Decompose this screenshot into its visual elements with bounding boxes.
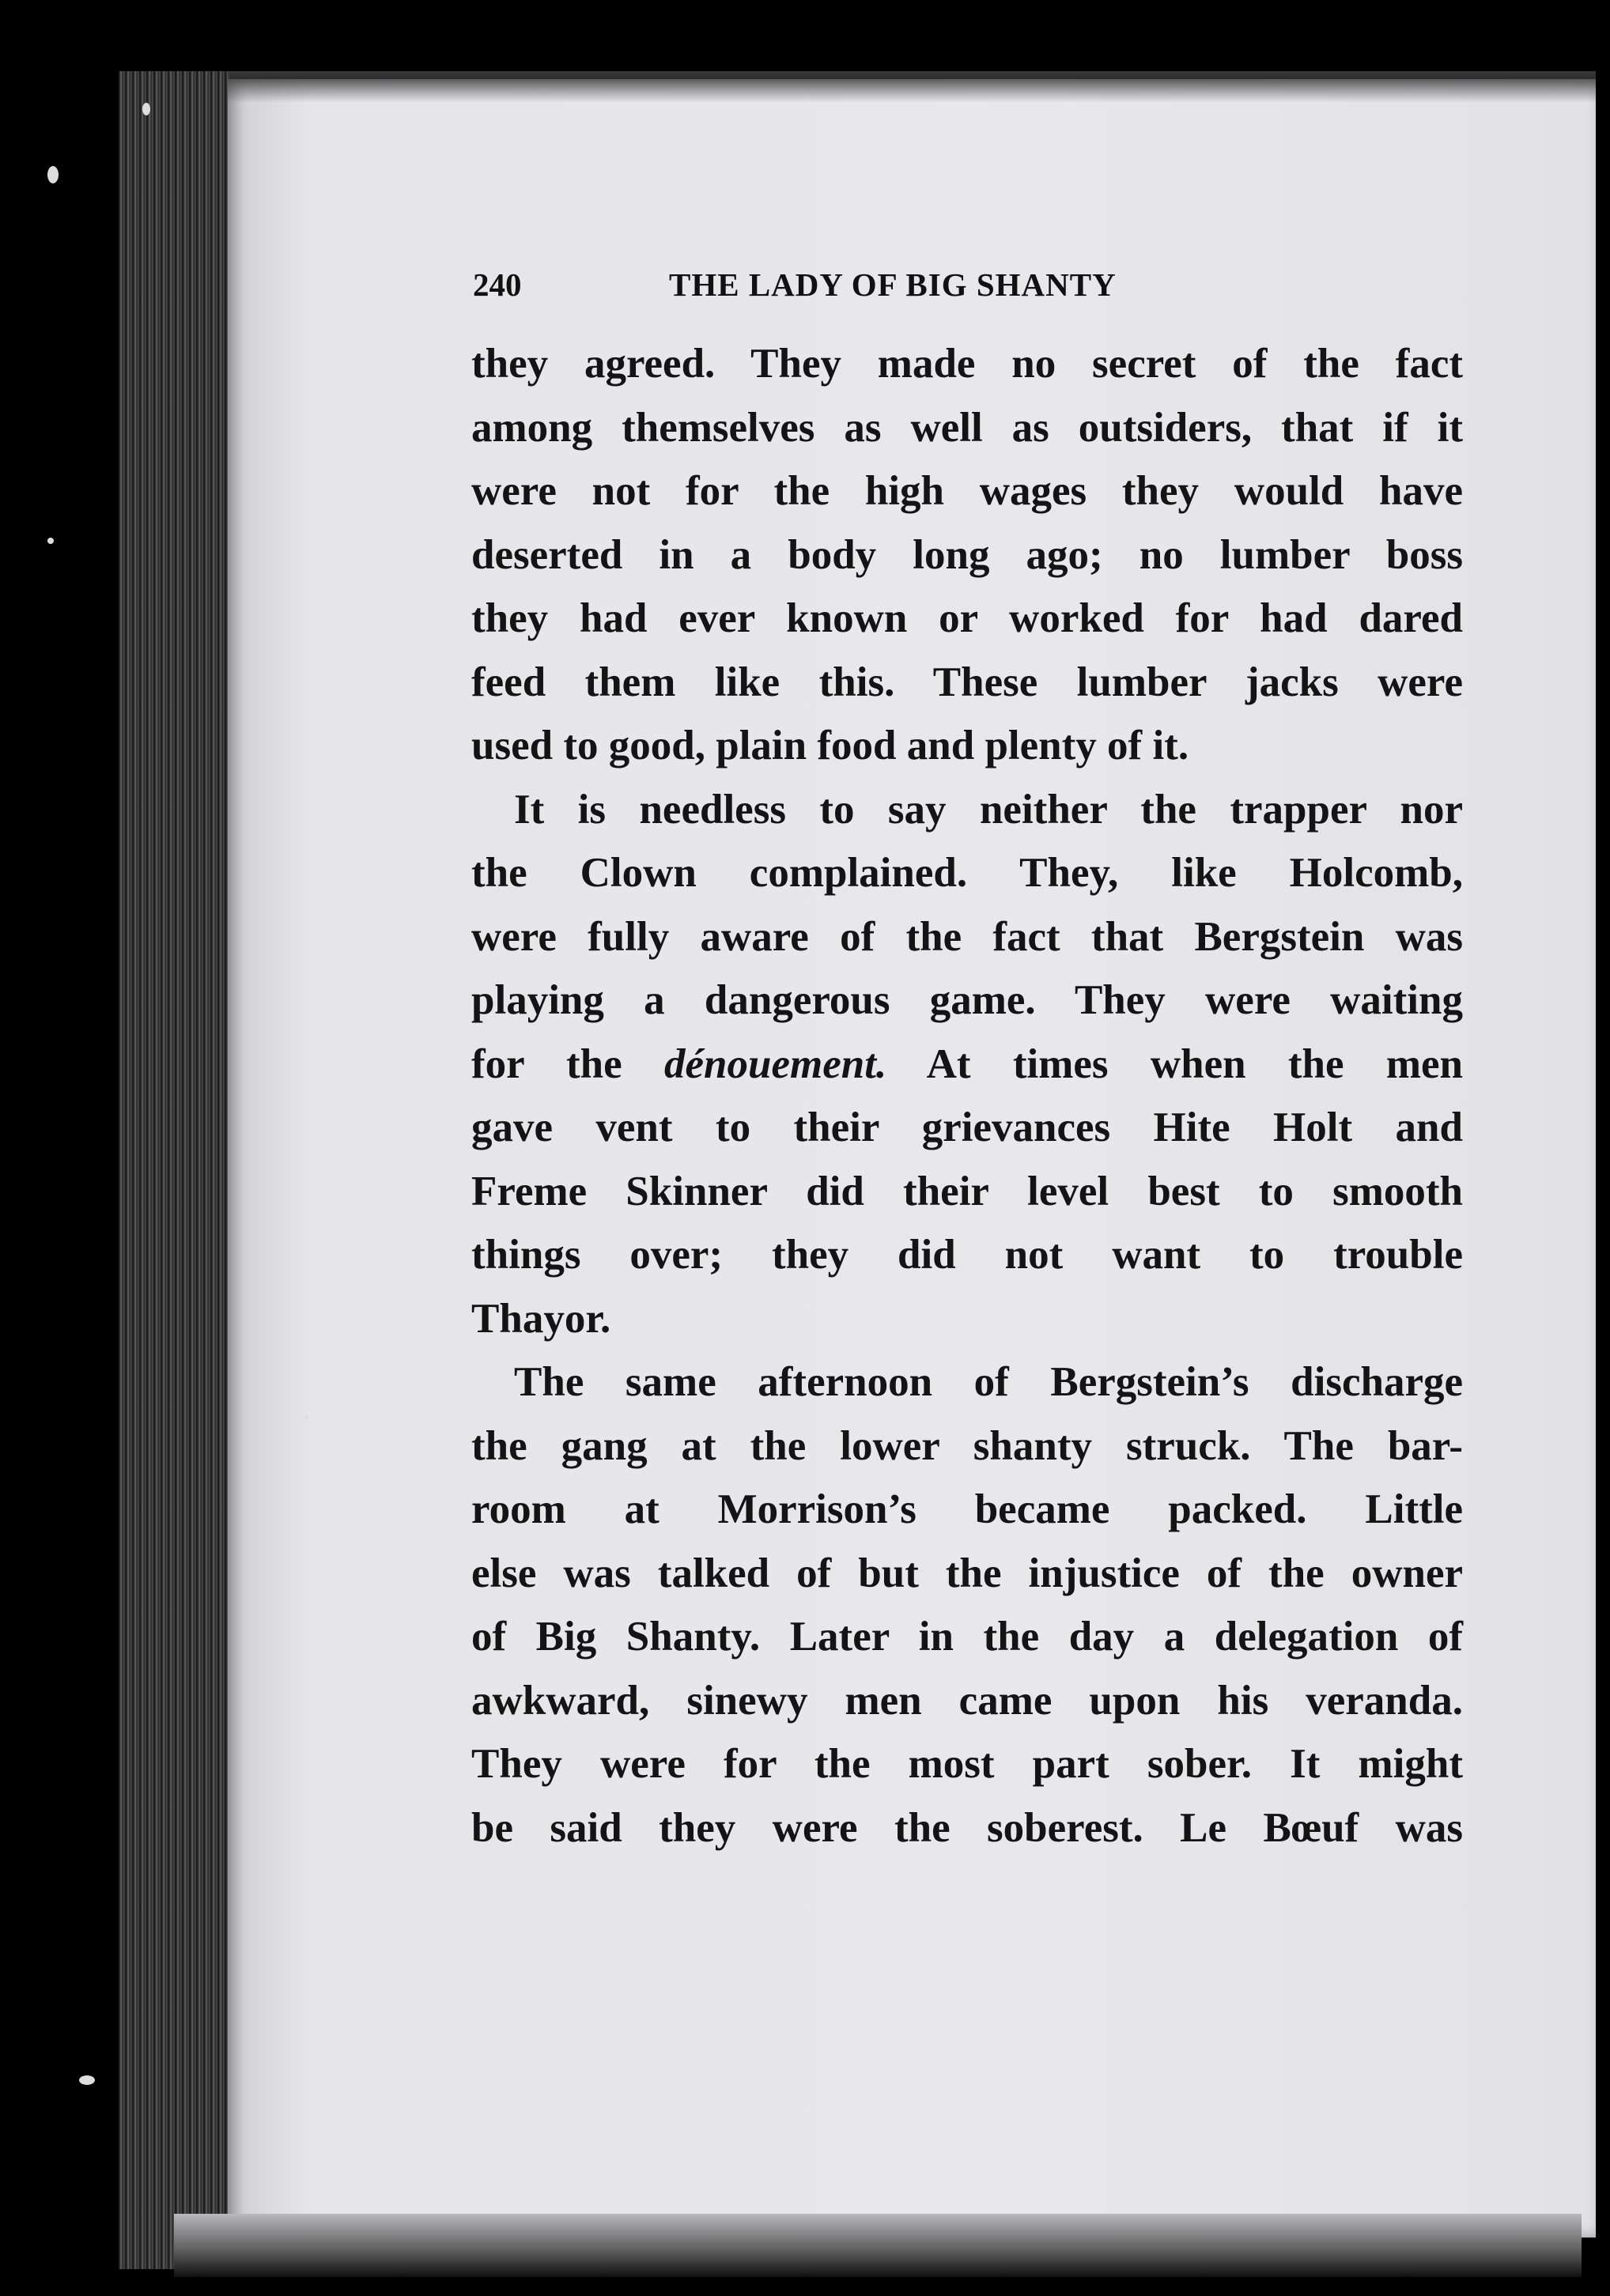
paragraph — [471, 778, 1463, 1351]
text-line: used to good, plain food and plenty of it. — [471, 723, 1189, 768]
text-line: the gang at the lower shanty struck. The bar- — [471, 1422, 1463, 1469]
paragraph — [471, 332, 1463, 778]
text-segment: At times when the men — [886, 1040, 1463, 1087]
text-line: Freme Skinner did their level best to smooth — [471, 1168, 1463, 1214]
scan-speck — [47, 538, 54, 544]
text-line: be said they were the soberest. Le Bœuf was — [471, 1804, 1463, 1851]
text-line: the Clown complained. They, like Holcomb, — [471, 850, 1463, 896]
text-line: They were for the most part sober. It might — [471, 1741, 1463, 1787]
scan-speck — [142, 103, 150, 115]
text-line: room at Morrison’s became packed. Little — [471, 1486, 1463, 1532]
book-bottom-edge — [174, 2214, 1582, 2277]
text-line: things over; they did not want to trouble — [471, 1232, 1463, 1278]
text-line: playing a dangerous game. They were waiting — [471, 977, 1463, 1023]
body-text — [471, 332, 1463, 1860]
scan-speck — [304, 1415, 308, 1419]
text-line-mixed — [471, 1033, 1463, 1097]
italic-word: dénouement. — [664, 1040, 887, 1087]
page-number: 240 — [473, 266, 522, 303]
text-line: The same afternoon of Bergstein’s discharge — [514, 1359, 1463, 1405]
text-line: they had ever known or worked for had dared — [471, 595, 1463, 641]
scan-speck — [47, 166, 59, 183]
text-line: they agreed. They made no secret of the fact — [471, 341, 1463, 387]
page-top-shadow — [228, 71, 1596, 103]
text-line: were fully aware of the fact that Bergstein was — [471, 913, 1463, 960]
text-line: awkward, sinewy men came upon his veranda. — [471, 1677, 1463, 1724]
book-title: THE LADY OF BIG SHANTY — [669, 266, 1117, 303]
text-line: It is needless to say neither the trapper nor — [514, 786, 1463, 833]
text-line: among themselves as well as outsiders, that if it — [471, 404, 1463, 451]
text-line: of Big Shanty. Later in the day a delegation of — [471, 1614, 1463, 1660]
text-line: were not for the high wages they would have — [471, 468, 1463, 514]
paragraph — [471, 1350, 1463, 1860]
book-page-edges — [119, 71, 229, 2269]
text-line: else was talked of but the injustice of the owner — [471, 1550, 1463, 1596]
text-line: deserted in a body long ago; no lumber boss — [471, 531, 1463, 578]
running-head — [473, 266, 1276, 316]
text-line: feed them like this. These lumber jacks were — [471, 659, 1463, 705]
text-line: gave vent to their grievances Hite Holt and — [471, 1105, 1463, 1150]
text-line: Thayor. — [471, 1295, 611, 1342]
scan-speck — [79, 2075, 95, 2085]
text-segment: for the — [471, 1040, 664, 1087]
